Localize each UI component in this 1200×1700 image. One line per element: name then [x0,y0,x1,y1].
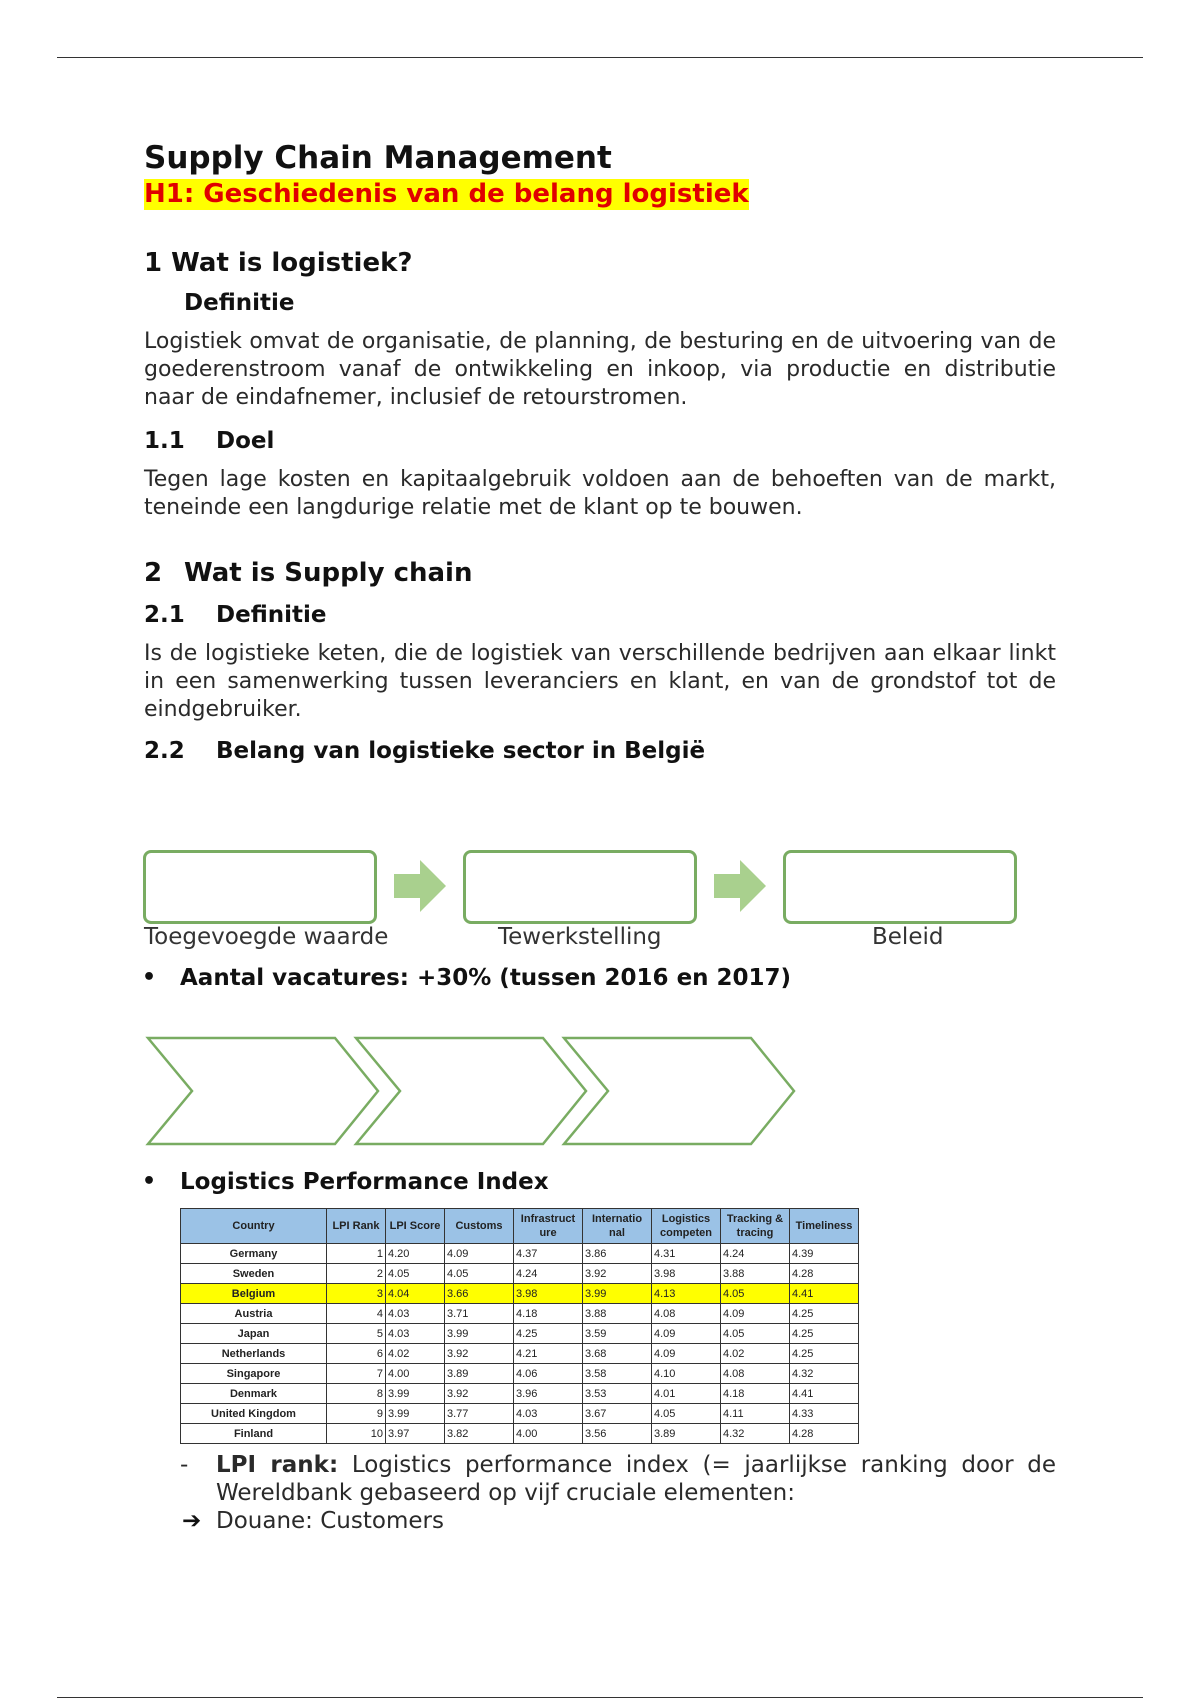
table-cell-value: 4.11 [721,1404,790,1424]
lpi-rank-description: Logistics performance index (= jaarlijkse ranking door de Wereldbank gebaseerd op vijf cruciale elementen: [216,1452,1056,1506]
table-cell-value: 4.03 [514,1404,583,1424]
table-cell-rank: 1 [327,1244,386,1264]
flow-box-3 [783,850,1017,924]
chevron-1 [148,1038,378,1144]
flow-arrow-1 [394,860,446,912]
section-2-heading [144,558,1056,588]
col-header-infrastructure: Infrastruct ure [514,1209,583,1244]
table-row [181,1344,859,1364]
bottom-rule [57,1697,1143,1698]
table-cell-rank: 7 [327,1364,386,1384]
table-cell-value: 4.13 [652,1284,721,1304]
table-cell-value: 3.56 [583,1424,652,1444]
section-number: 2.1 [144,602,185,629]
table-cell-value: 3.53 [583,1384,652,1404]
table-cell-country: Japan [181,1324,327,1344]
lpi-rank-note [180,1451,1056,1507]
section-2-2-heading [144,738,1056,764]
table-cell-value: 3.92 [445,1384,514,1404]
chapter-heading: H1: Geschiedenis van de belang logistiek [144,179,749,210]
section-2-1-heading [144,602,1056,628]
table-cell-value: 4.09 [652,1324,721,1344]
table-row [181,1284,859,1304]
table-row [181,1424,859,1444]
flow-label-beleid: Beleid [872,924,944,950]
douane-note [180,1507,444,1535]
section-number: 2 [144,558,163,589]
table-cell-value: 4.02 [721,1344,790,1364]
chevron-2 [356,1038,586,1144]
table-cell-value: 4.01 [652,1384,721,1404]
table-header-row [181,1209,859,1244]
table-row [181,1364,859,1384]
table-cell-value: 3.86 [583,1244,652,1264]
table-cell-value: 4.00 [386,1364,445,1384]
table-cell-value: 4.41 [790,1384,859,1404]
table-cell-country: Sweden [181,1264,327,1284]
table-cell-rank: 2 [327,1264,386,1284]
table-cell-value: 4.21 [514,1344,583,1364]
table-cell-rank: 4 [327,1304,386,1324]
table-cell-rank: 6 [327,1344,386,1364]
col-header-international: Internatio nal [583,1209,652,1244]
bullet-dot: • [142,1169,157,1194]
table-cell-value: 4.09 [445,1244,514,1264]
table-cell-value: 4.25 [514,1324,583,1344]
table-cell-value: 3.99 [583,1284,652,1304]
flow-box-2 [463,850,697,924]
flow-label-tewerkstelling: Tewerkstelling [498,924,662,950]
bullet-dot: • [142,965,157,990]
table-cell-country: Belgium [181,1284,327,1304]
table-cell-rank: 9 [327,1404,386,1424]
table-cell-value: 3.68 [583,1344,652,1364]
table-cell-value: 4.41 [790,1284,859,1304]
table-cell-value: 3.58 [583,1364,652,1384]
section-title: Definitie [216,602,327,629]
table-cell-value: 4.25 [790,1304,859,1324]
table-cell-value: 3.98 [652,1264,721,1284]
table-cell-value: 3.99 [386,1384,445,1404]
flow-box-1 [143,850,377,924]
section-number: 1.1 [144,428,185,455]
table-cell-value: 4.00 [514,1424,583,1444]
table-cell-value: 3.92 [583,1264,652,1284]
col-header-tracking: Tracking & tracing [721,1209,790,1244]
table-cell-value: 3.67 [583,1404,652,1424]
table-cell-country: Singapore [181,1364,327,1384]
table-cell-value: 4.05 [721,1284,790,1304]
table-row [181,1304,859,1324]
table-cell-value: 4.33 [790,1404,859,1424]
chevron-3 [564,1038,794,1144]
col-header-customs: Customs [445,1209,514,1244]
table-cell-value: 4.08 [652,1304,721,1324]
table-cell-country: Netherlands [181,1344,327,1364]
top-rule [57,57,1143,58]
table-cell-value: 4.25 [790,1344,859,1364]
table-cell-value: 4.24 [721,1244,790,1264]
lpi-rank-text [216,1451,1056,1507]
table-cell-rank: 3 [327,1284,386,1304]
dash-marker: - [180,1452,189,1478]
flow-label-toegevoegde-waarde: Toegevoegde waarde [144,924,389,950]
col-header-timeliness: Timeliness [790,1209,859,1244]
table-cell-value: 4.39 [790,1244,859,1264]
douane-text: Douane: Customers [216,1508,444,1534]
flow-arrow-2 [714,860,766,912]
table-cell-value: 4.09 [652,1344,721,1364]
table-cell-value: 4.25 [790,1324,859,1344]
table-cell-value: 4.08 [721,1364,790,1384]
table-cell-value: 3.82 [445,1424,514,1444]
table-cell-value: 4.32 [721,1424,790,1444]
section-title: Belang van logistieke sector in België [216,738,706,765]
table-cell-rank: 5 [327,1324,386,1344]
definition-heading: Definitie [184,290,295,317]
table-row [181,1384,859,1404]
document-page [144,140,1056,764]
table-cell-value: 4.24 [514,1264,583,1284]
arrow-icon: ➔ [182,1508,202,1534]
table-cell-value: 4.18 [721,1384,790,1404]
table-cell-value: 4.31 [652,1244,721,1264]
table-cell-value: 3.71 [445,1304,514,1324]
section-1-heading: 1 Wat is logistiek? [144,248,413,279]
table-cell-value: 3.59 [583,1324,652,1344]
table-cell-value: 3.98 [514,1284,583,1304]
table-cell-value: 4.04 [386,1284,445,1304]
table-cell-value: 3.89 [652,1424,721,1444]
table-cell-value: 4.09 [721,1304,790,1324]
table-cell-value: 4.05 [386,1264,445,1284]
table-row [181,1264,859,1284]
document-title: Supply Chain Management [144,140,612,176]
table-cell-value: 4.37 [514,1244,583,1264]
table-cell-value: 3.99 [386,1404,445,1424]
table-cell-country: Finland [181,1424,327,1444]
col-header-logistics-competence: Logistics competen [652,1209,721,1244]
col-header-lpi-rank: LPI Rank [327,1209,386,1244]
table-cell-value: 3.96 [514,1384,583,1404]
table-cell-value: 4.05 [445,1264,514,1284]
table-cell-rank: 8 [327,1384,386,1404]
table-cell-country: Austria [181,1304,327,1324]
table-cell-value: 4.18 [514,1304,583,1324]
table-cell-value: 3.77 [445,1404,514,1424]
table-cell-value: 3.89 [445,1364,514,1384]
bullet-lpi [142,1169,549,1195]
table-cell-country: United Kingdom [181,1404,327,1424]
lpi-table [180,1208,859,1444]
section-title: Doel [216,428,275,455]
table-cell-value: 3.88 [583,1304,652,1324]
table-cell-value: 4.32 [790,1364,859,1384]
col-header-country: Country [181,1209,327,1244]
table-cell-value: 3.66 [445,1284,514,1304]
table-cell-value: 4.20 [386,1244,445,1264]
table-cell-value: 3.99 [445,1324,514,1344]
bullet-text: Logistics Performance Index [180,1169,549,1195]
table-cell-value: 4.05 [721,1324,790,1344]
lpi-table-body [181,1244,859,1444]
section-title: Wat is Supply chain [184,558,473,589]
table-cell-value: 4.05 [652,1404,721,1424]
table-cell-rank: 10 [327,1424,386,1444]
table-cell-value: 3.88 [721,1264,790,1284]
table-row [181,1404,859,1424]
table-cell-country: Germany [181,1244,327,1264]
lpi-table-wrapper [180,1208,859,1444]
section-1-1-heading [144,428,1056,454]
bullet-vacatures [142,965,792,991]
table-cell-value: 3.97 [386,1424,445,1444]
table-cell-value: 4.02 [386,1344,445,1364]
lpi-rank-label: LPI rank: [216,1452,339,1478]
bullet-text: Aantal vacatures: +30% (tussen 2016 en 2017) [180,965,792,991]
table-row [181,1324,859,1344]
table-row [181,1244,859,1264]
chevron-process-diagram [140,1030,800,1152]
supply-chain-definition: Is de logistieke keten, die de logistiek van verschillende bedrijven aan elkaar linkt in een samenwerking tussen leveranciers en klant, en van de grondstof tot de eindgebruiker. [144,641,1056,723]
section-number: 2.2 [144,738,185,765]
table-cell-value: 4.03 [386,1304,445,1324]
table-cell-value: 3.92 [445,1344,514,1364]
doel-text: Tegen lage kosten en kapitaalgebruik voldoen aan de behoeften van de markt, teneinde een langdurige relatie met de klant op te bouwen. [144,467,1056,521]
table-cell-value: 4.06 [514,1364,583,1384]
table-cell-country: Denmark [181,1384,327,1404]
table-cell-value: 4.28 [790,1424,859,1444]
table-cell-value: 4.03 [386,1324,445,1344]
table-cell-value: 4.28 [790,1264,859,1284]
col-header-lpi-score: LPI Score [386,1209,445,1244]
table-cell-value: 4.10 [652,1364,721,1384]
logistiek-definition: Logistiek omvat de organisatie, de planning, de besturing en de uitvoering van de goederenstroom vanaf de ontwikkeling en inkoop, via productie en distributie naar de eindafnemer, inclusief de retourstromen. [144,329,1056,411]
